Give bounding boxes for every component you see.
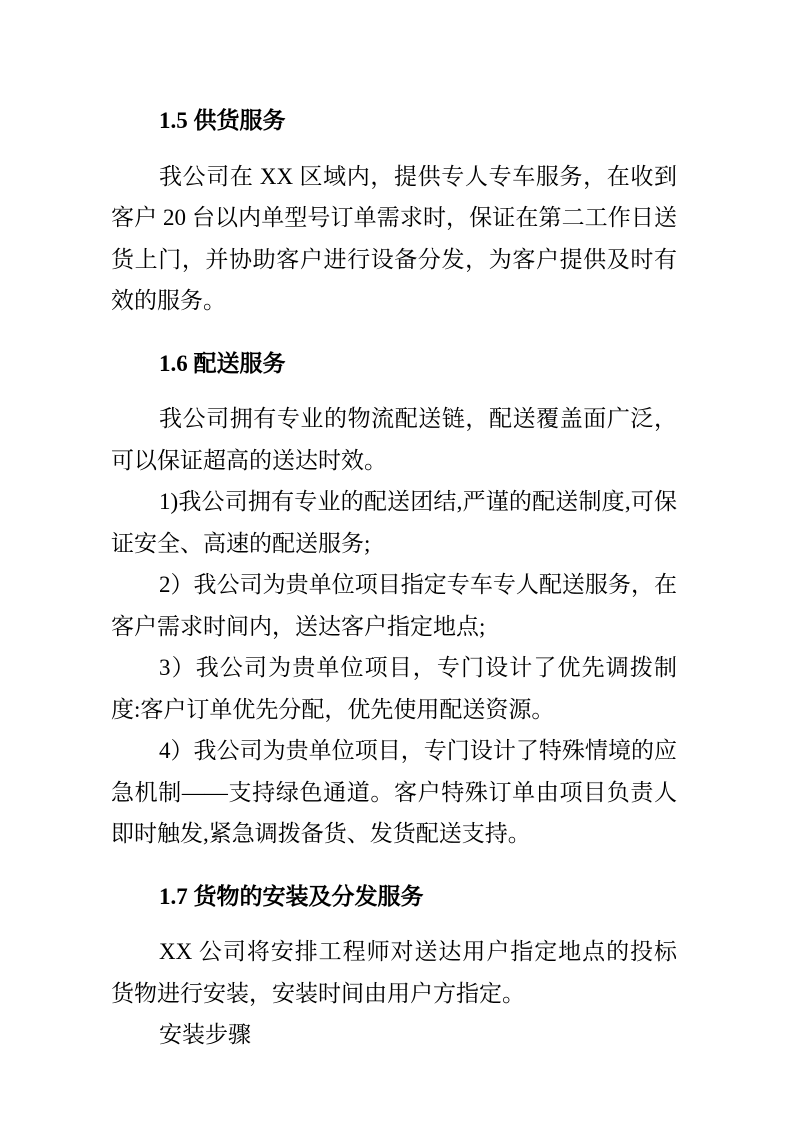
section-heading-1-6: 1.6 配送服务 xyxy=(159,350,286,376)
paragraph-delivery-intro: 我公司拥有专业的物流配送链，配送覆盖面广泛，可以保证超高的送达时效。 xyxy=(111,406,677,473)
paragraph-supply-service: 我公司在 XX 区域内，提供专人专车服务，在收到客户 20 台以内单型号订单需求时，保证在第二工作日送货上门，并协助客户进行设备分发，为客户提供及时有效的服务。 xyxy=(111,163,677,313)
paragraph-delivery-item-1: 1)我公司拥有专业的配送团结,严谨的配送制度,可保证安全、高速的配送服务; xyxy=(111,489,677,556)
paragraph-installation: XX 公司将安排工程师对送达用户指定地点的投标货物进行安装，安装时间由用户方指定。 xyxy=(111,939,677,1006)
section-heading-1-7: 1.7 货物的安装及分发服务 xyxy=(159,883,424,909)
paragraph-installation-steps-label: 安装步骤 xyxy=(159,1022,251,1047)
paragraph-delivery-item-3: 3）我公司为贵单位项目，专门设计了优先调拨制度:客户订单优先分配，优先使用配送资源。 xyxy=(111,655,677,722)
paragraph-delivery-item-4: 4）我公司为贵单位项目，专门设计了特殊情境的应急机制——支持绿色通道。客户特殊订单由项目负责人即时触发,紧急调拨备货、发货配送支持。 xyxy=(111,738,677,846)
section-heading-1-5: 1.5 供货服务 xyxy=(159,108,286,133)
paragraph-delivery-item-2: 2）我公司为贵单位项目指定专车专人配送服务，在客户需求时间内，送达客户指定地点; xyxy=(111,572,677,639)
